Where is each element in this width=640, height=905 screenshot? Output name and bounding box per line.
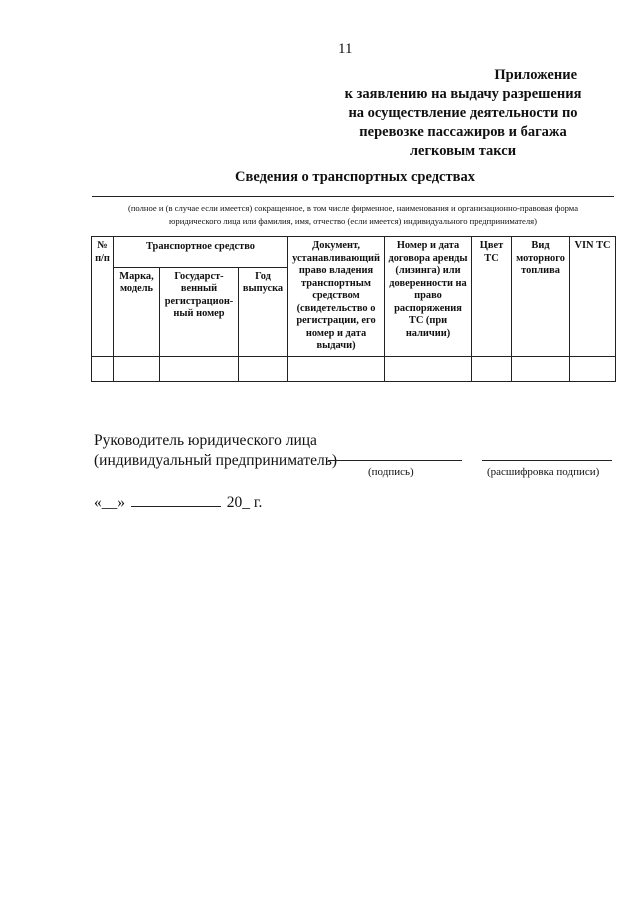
col-number: № п/п	[92, 237, 114, 357]
page-number: 11	[338, 41, 353, 57]
date-month-field[interactable]	[131, 506, 221, 507]
appendix-line: перевозке пассажиров и багажа	[359, 124, 567, 140]
appendix-heading	[313, 66, 613, 161]
signatory-label	[94, 431, 337, 471]
table-cell[interactable]	[160, 356, 239, 381]
signature-decode-caption: (расшифровка подписи)	[487, 466, 600, 478]
col-color: Цвет ТС	[472, 237, 512, 357]
appendix-line: легковым такси	[409, 143, 517, 159]
signature-decode-field[interactable]	[482, 460, 612, 461]
signatory-line-1: Руководитель юридического лица	[94, 432, 317, 449]
vehicles-table	[91, 236, 616, 382]
table-cell[interactable]	[288, 356, 385, 381]
table-header-row	[92, 237, 616, 268]
table-cell[interactable]	[472, 356, 512, 381]
col-document: Документ, устанавливающий право владения транспортным средством (свидетельство о регистрации, его номер и дата выдачи)	[288, 237, 385, 357]
date-year: 20_ г.	[226, 494, 263, 511]
caption-line: юридического лица или фамилия, имя, отчество (если имеется) индивидуального предпринимателя)	[169, 216, 537, 226]
table-cell[interactable]	[385, 356, 472, 381]
table-cell[interactable]	[239, 356, 288, 381]
table-cell[interactable]	[92, 356, 114, 381]
col-make: Марка, модель	[114, 267, 160, 356]
col-fuel: Вид моторного топлива	[512, 237, 570, 357]
col-year: Год выпуска	[239, 267, 288, 356]
table-cell[interactable]	[570, 356, 616, 381]
signature-caption: (подпись)	[368, 466, 414, 478]
caption-line: (полное и (в случае если имеется) сокращенное, в том числе фирменное, наименования и организационно-правовая форма	[127, 203, 579, 213]
table-cell[interactable]	[512, 356, 570, 381]
table-cell[interactable]	[114, 356, 160, 381]
col-reg: Государст-венный регистрацион-ный номер	[160, 267, 239, 356]
table-row	[92, 356, 616, 381]
date-row	[94, 494, 262, 512]
applicant-name-caption	[92, 202, 614, 228]
signature-field[interactable]	[328, 460, 462, 461]
appendix-line: на осуществление деятельности по	[348, 105, 578, 121]
date-day: «__»	[94, 494, 125, 511]
appendix-line: Приложение	[494, 67, 577, 83]
applicant-name-line	[92, 196, 614, 197]
col-vin: VIN ТС	[570, 237, 616, 357]
signatory-line-2: (индивидуальный предприниматель)	[94, 452, 338, 469]
document-title: Сведения о транспортных средствах	[235, 169, 475, 185]
col-vehicle: Транспортное средство	[114, 237, 288, 268]
col-lease: Номер и дата договора аренды (лизинга) или доверенности на право распоряжения ТС (при наличии)	[385, 237, 472, 357]
appendix-line: к заявлению на выдачу разрешения	[344, 86, 582, 102]
